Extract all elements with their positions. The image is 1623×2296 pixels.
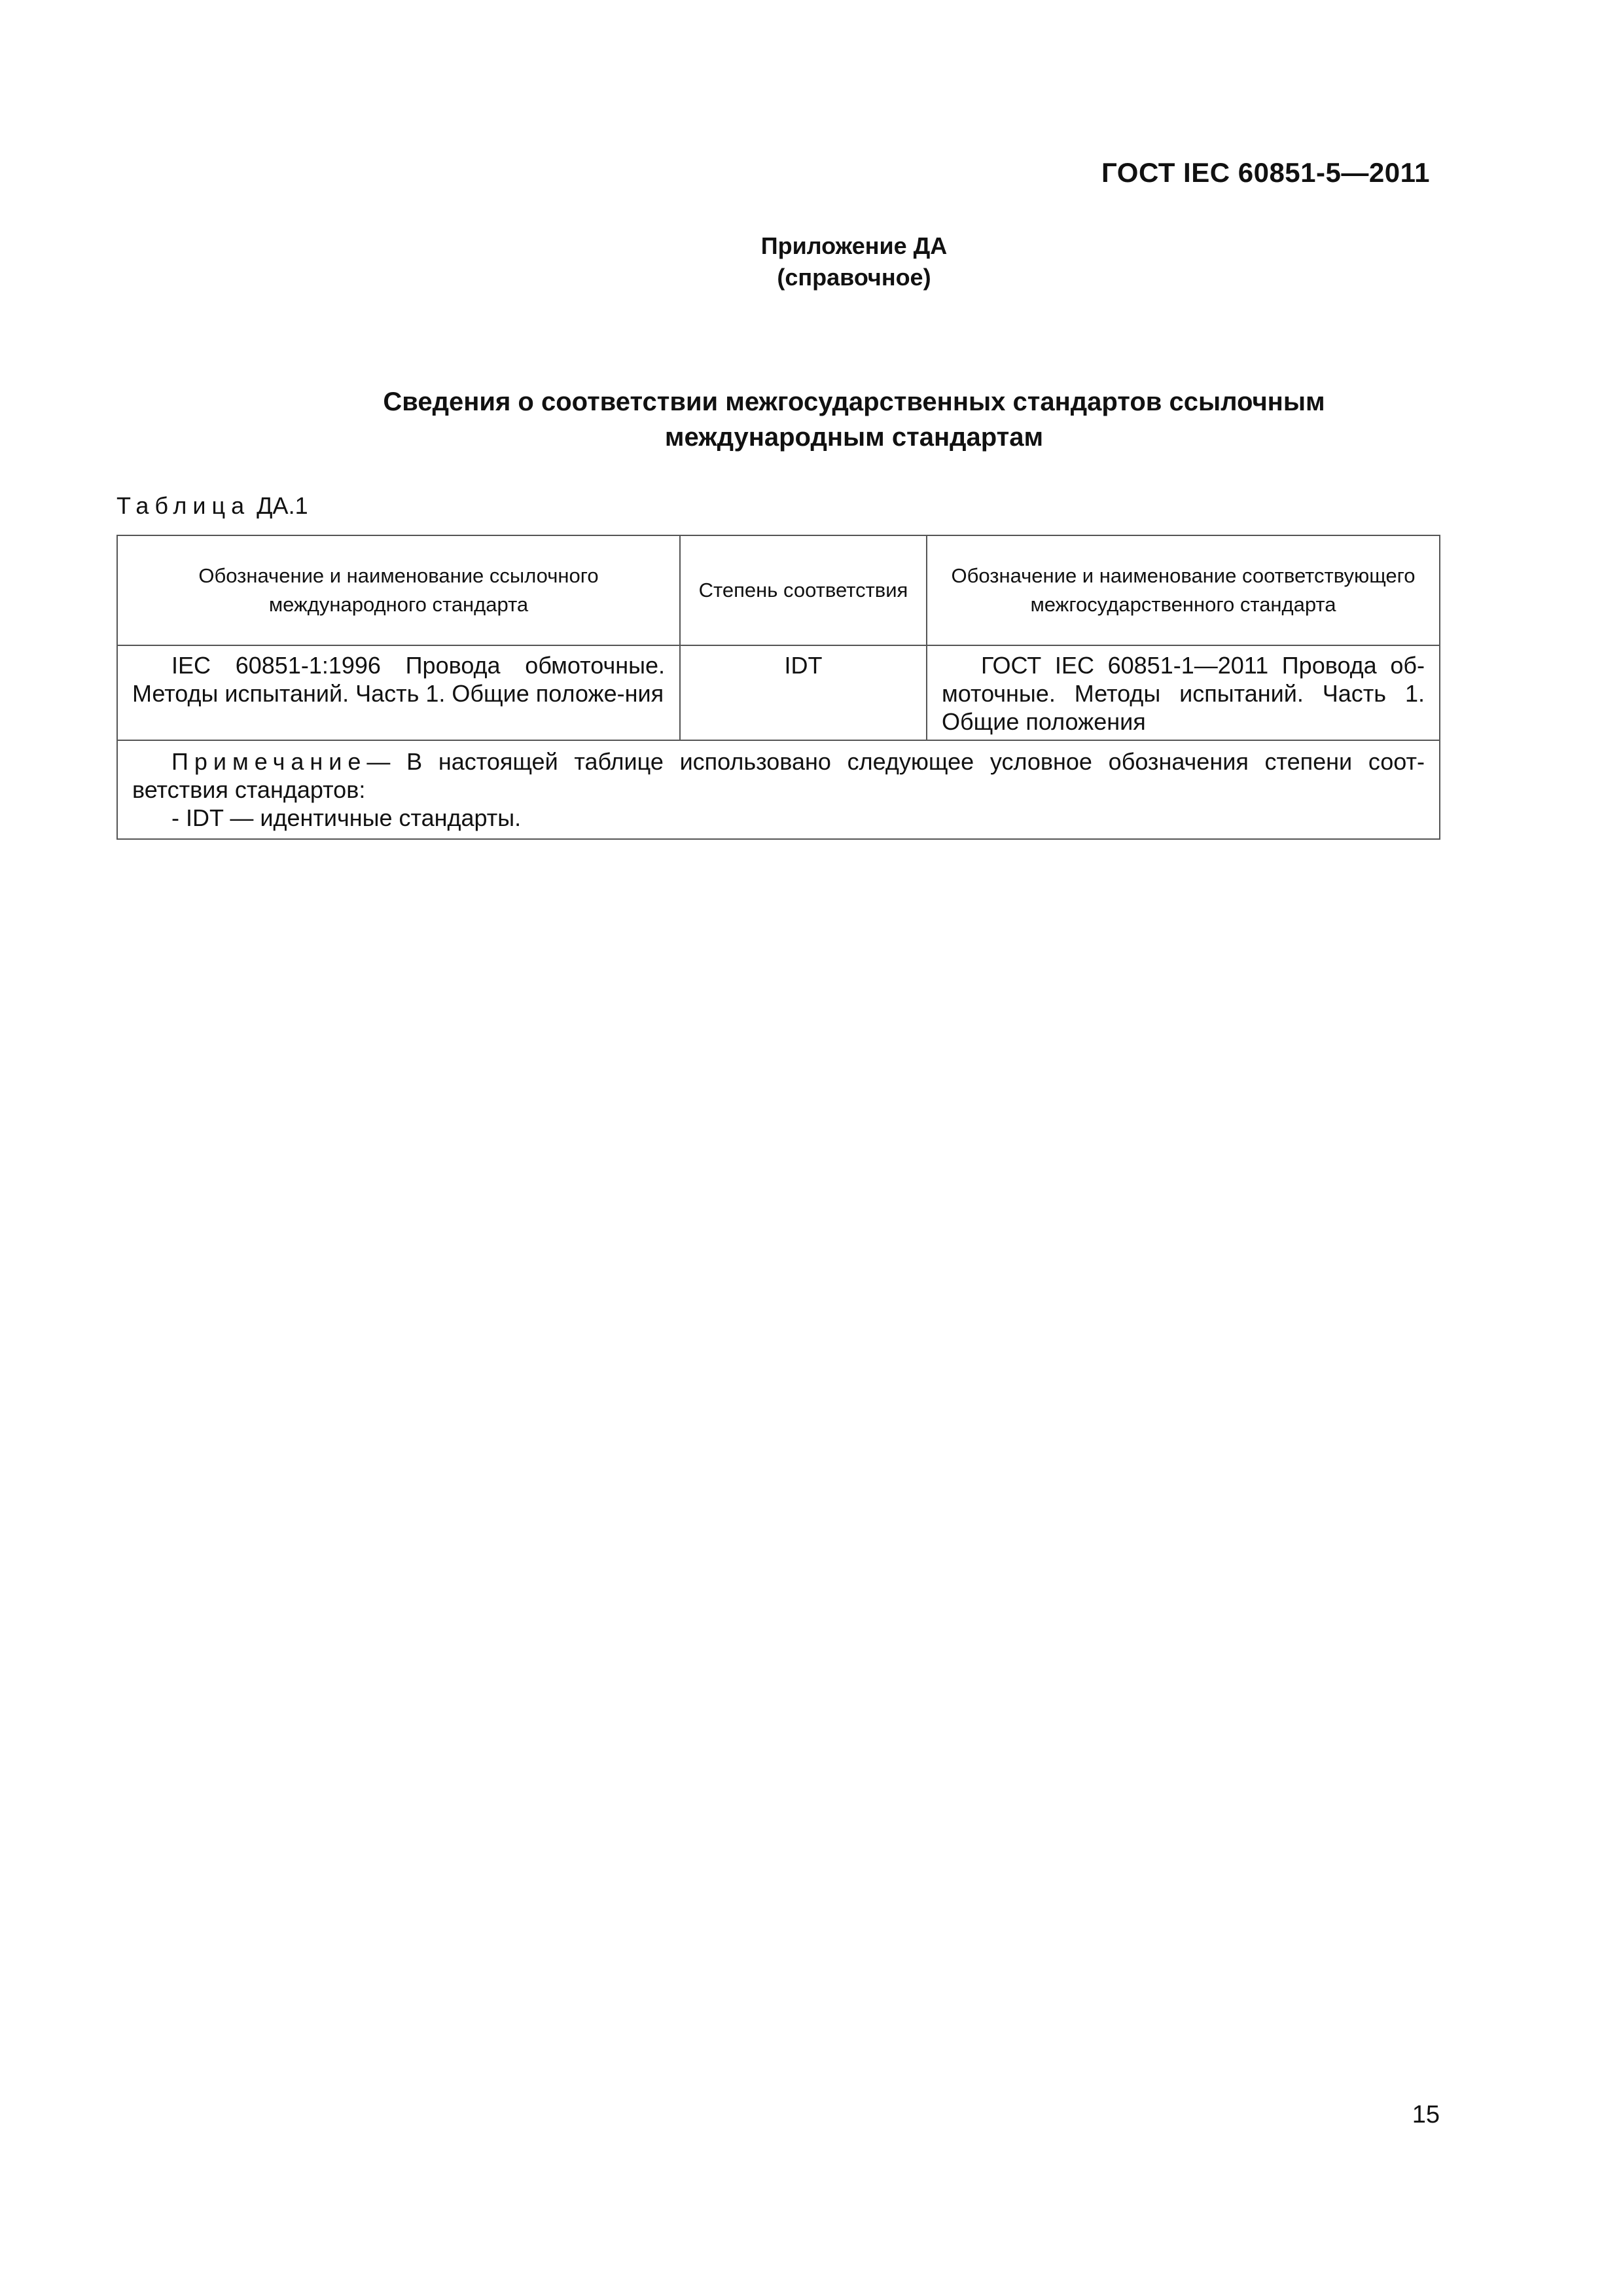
table-caption-label: Таблица <box>116 492 251 519</box>
table-caption-number: ДА.1 <box>257 492 308 519</box>
table-note <box>117 740 1440 839</box>
correspondence-table <box>116 535 1440 840</box>
note-label: Примечание <box>171 748 367 775</box>
note-text: — В настоящей таблице использовано следующее условное обозначения степени соот-ветствия стандартов: <box>132 748 1425 803</box>
appendix-title: Приложение ДА <box>760 232 948 259</box>
header-degree: Степень соответствия <box>680 535 927 645</box>
main-title-line2: международным стандартам <box>664 423 1044 452</box>
header-interstate-standard: Обозначение и наименование соответствующего межгосударственного стандарта <box>927 535 1440 645</box>
appendix-heading <box>0 230 1623 293</box>
note-item: - IDT — идентичные стандарты. <box>171 804 522 831</box>
table-header-row <box>117 535 1440 645</box>
table-note-row <box>117 740 1440 839</box>
cell-international-standard: IEC 60851-1:1996 Провода обмоточные. Методы испытаний. Часть 1. Общие положе-ния <box>117 645 680 740</box>
page-number: 15 <box>1412 2101 1440 2128</box>
appendix-type: (справочное) <box>777 264 931 291</box>
header-international-standard: Обозначение и наименование ссылочного международного стандарта <box>117 535 680 645</box>
cell-interstate-standard: ГОСТ IEC 60851-1—2011 Провода об-моточные. Методы испытаний. Часть 1. Общие положения <box>927 645 1440 740</box>
main-title <box>0 384 1623 455</box>
main-title-line1: Сведения о соответствии межгосударственных стандартов ссылочным <box>383 387 1325 416</box>
table-row <box>117 645 1440 740</box>
table-caption <box>116 492 308 520</box>
cell-degree: IDT <box>680 645 927 740</box>
document-code: ГОСТ IEC 60851-5—2011 <box>1101 157 1430 188</box>
